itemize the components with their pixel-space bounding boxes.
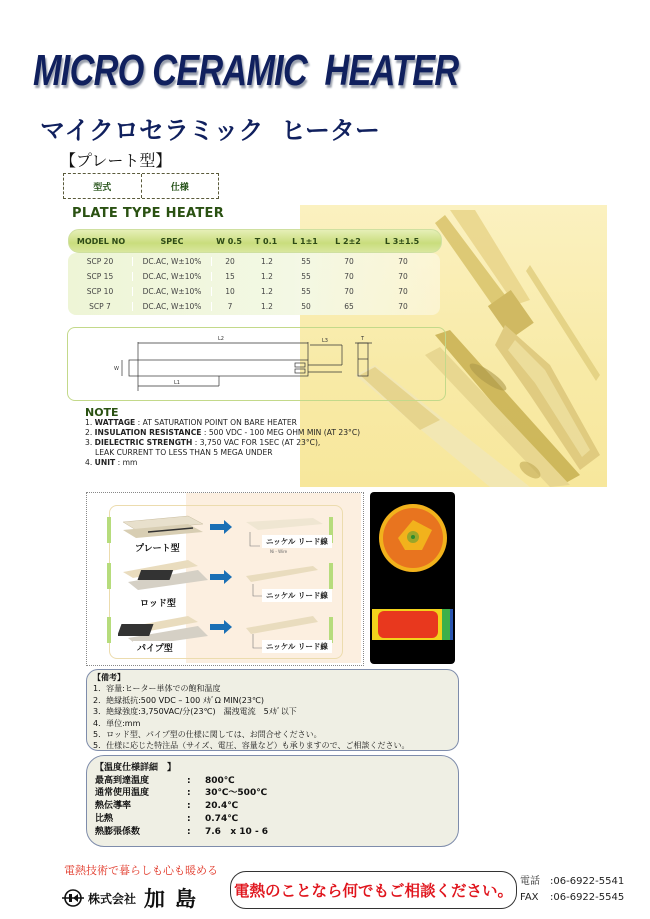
lead-label-pipe: ニッケル リード線: [262, 640, 332, 653]
remark-item: 4．単位:mm: [93, 718, 141, 728]
note-num: 4.: [85, 458, 93, 467]
company-prefix: 株式会社: [88, 891, 137, 906]
spec-table-header: [68, 229, 442, 253]
cell-spec: DC.AC, W±10%: [132, 257, 212, 266]
green-tab: [107, 563, 111, 589]
note-num: 1.: [85, 418, 93, 427]
col-w: W 0.5: [216, 236, 242, 246]
temp-label: 通常使用温度: [95, 788, 150, 799]
col-model-no: MODEL NO: [76, 236, 126, 246]
table-row: [68, 270, 440, 283]
cell-l3: 70: [398, 272, 408, 281]
remark-item: 3．絶縁強度:3,750VAC/分(23℃) 漏洩電流 5ﾒｶﾞ以下: [93, 707, 297, 717]
cell-w: 15: [225, 272, 235, 281]
temp-label: 比熱: [95, 813, 114, 824]
remarks-heading: 【備考】: [93, 673, 125, 682]
col-l1: L 1±1: [292, 236, 318, 246]
green-tab: [329, 563, 333, 589]
thermal-visualization: [370, 492, 455, 664]
cell-l2: 65: [344, 302, 354, 311]
ni-wire-label: Ni - Wire: [270, 549, 288, 554]
type-label-plate: プレート型: [131, 541, 184, 554]
note-key: UNIT: [94, 458, 116, 467]
note-item: [85, 448, 360, 458]
note-value: : AT SATURATION POINT ON BARE HEATER: [135, 418, 297, 427]
note-item: [85, 428, 360, 438]
temp-value: 7.6 x 10 - 6: [205, 826, 269, 837]
cell-l3: 70: [398, 257, 408, 266]
remarks-box: [86, 669, 459, 751]
mini-table-header-spec: 仕様: [170, 182, 189, 193]
contact-info: [520, 874, 624, 906]
note-num: 3.: [85, 438, 93, 447]
cell-l2: 70: [344, 287, 354, 296]
table-row: [68, 255, 440, 268]
page-title-english: MICRO CERAMIC HEATER: [33, 46, 459, 95]
note-value: LEAK CURRENT TO LESS THAN 5 MEGA UNDER: [95, 448, 273, 457]
cell-model: SCP 20: [86, 257, 114, 266]
cell-spec: DC.AC, W±10%: [132, 272, 212, 281]
model-spec-mini-table: [63, 173, 219, 199]
diode-logo-icon: [62, 889, 84, 907]
remark-item: 2．絶縁抵抗:500 VDC – 100 ﾒｶﾞΩ MIN(23℃): [93, 695, 265, 705]
green-tab: [107, 617, 111, 643]
lead-label-rod: ニッケル リード線: [262, 589, 332, 602]
note-key: WATTAGE: [94, 418, 136, 427]
cell-t: 1.2: [261, 302, 273, 311]
temp-row: 通常使用温度 : 30℃～500℃: [95, 788, 268, 799]
cell-model: SCP 10: [86, 287, 114, 296]
temp-value: 0.74℃: [205, 813, 239, 824]
col-l3: L 3±1.5: [384, 236, 420, 246]
col-l2: L 2±2: [335, 236, 361, 246]
cell-l1: 55: [301, 272, 311, 281]
cell-l1: 50: [301, 302, 311, 311]
cell-l3: 70: [398, 302, 408, 311]
fax-label: FAX: [520, 892, 539, 903]
spec-table-body: [68, 253, 440, 315]
cell-l1: 55: [301, 257, 311, 266]
cell-model: SCP 15: [86, 272, 114, 281]
temp-value: 30℃～500℃: [205, 788, 268, 799]
thermal-image: [370, 492, 455, 664]
phone-number: :06-6922-5541: [550, 876, 625, 887]
temp-label: 熱膨張係数: [95, 826, 141, 837]
temp-label: 熱伝導率: [95, 801, 132, 812]
cell-t: 1.2: [261, 287, 273, 296]
label-l1: L1: [174, 380, 180, 386]
cell-w: 10: [225, 287, 235, 296]
heater-types-illustration: [118, 510, 328, 660]
remark-item: 5．仕様に応じた特注品（サイズ、電圧、容量など）も承りますので、ご相談ください。: [93, 741, 410, 751]
temp-row: 比熱 : 0.74℃: [95, 813, 239, 824]
cell-l2: 70: [344, 272, 354, 281]
note-num: 2.: [85, 428, 93, 437]
type-label-pipe: パイプ型: [133, 641, 177, 654]
section-label: 【プレート型】: [60, 151, 172, 170]
dimension-diagram: [67, 327, 446, 401]
cell-l1: 55: [301, 287, 311, 296]
consultation-banner: 電熱のことなら何でもご相談ください。: [230, 871, 517, 909]
fax-number: :06-6922-5545: [550, 892, 625, 903]
company-logo: [62, 883, 206, 913]
page-title-japanese: マイクロセラミック ヒーター: [40, 116, 380, 145]
cell-w: 20: [225, 257, 235, 266]
temps-heading: 【温度仕様詳細 】: [95, 763, 177, 773]
arrow-icons: [210, 520, 232, 634]
temp-label: 最高到達温度: [95, 775, 150, 786]
phone-label: 電話: [520, 876, 540, 887]
label-t: T: [361, 336, 365, 342]
cell-l3: 70: [398, 287, 408, 296]
note-value: : mm: [115, 458, 138, 467]
table-row: [68, 300, 440, 313]
phone-line: [520, 874, 624, 890]
temp-row: 最高到達温度 : 800℃: [95, 775, 235, 786]
mini-table-header-model: 型式: [64, 174, 142, 198]
lead-label-plate: ニッケル リード線: [262, 535, 332, 548]
note-item: [85, 458, 360, 468]
note-key: INSULATION RESISTANCE: [94, 428, 202, 437]
cell-w: 7: [227, 302, 233, 311]
green-tab: [107, 517, 111, 543]
temp-value: 800℃: [205, 775, 235, 786]
plate-type-heading: PLATE TYPE HEATER: [72, 206, 225, 221]
temp-row: 熱膨張係数 : 7.6 x 10 - 6: [95, 826, 269, 837]
company-name: 加島: [144, 887, 207, 911]
cell-model: SCP 7: [89, 302, 111, 311]
cell-spec: DC.AC, W±10%: [132, 302, 212, 311]
col-t: T 0.1: [254, 236, 278, 246]
remark-item: 5．ロッド型、パイプ型の仕様に関しては、お問合せください。: [93, 730, 322, 740]
notes-heading: NOTE: [85, 406, 119, 419]
note-key: DIELECTRIC STRENGTH: [94, 438, 193, 447]
col-spec: SPEC: [160, 236, 184, 246]
fax-line: [520, 890, 624, 906]
cell-spec: DC.AC, W±10%: [132, 287, 212, 296]
temp-value: 20.4℃: [205, 801, 239, 812]
type-label-rod: ロッド型: [136, 596, 180, 609]
note-value: : 3,750 VAC FOR 1SEC (AT 23°C),: [192, 438, 321, 447]
company-slogan: 電熱技術で暮らしも心も暖める: [64, 864, 218, 877]
temp-row: 熱伝導率 : 20.4℃: [95, 801, 239, 812]
remark-item: 1．容量:ヒーター単体での飽和温度: [93, 684, 221, 694]
temperature-specs-box: [86, 755, 459, 847]
label-w: W: [114, 366, 119, 372]
cell-t: 1.2: [261, 257, 273, 266]
cell-l2: 70: [344, 257, 354, 266]
notes-section: [85, 407, 360, 468]
note-item: [85, 438, 360, 448]
label-l3: L3: [322, 338, 328, 344]
table-row: [68, 285, 440, 298]
cell-t: 1.2: [261, 272, 273, 281]
label-l2: L2: [218, 336, 224, 342]
dimension-drawing: [68, 328, 445, 400]
note-value: : 500 VDC - 100 MEG OHM MIN (AT 23°C): [201, 428, 361, 437]
note-item: [85, 418, 360, 428]
